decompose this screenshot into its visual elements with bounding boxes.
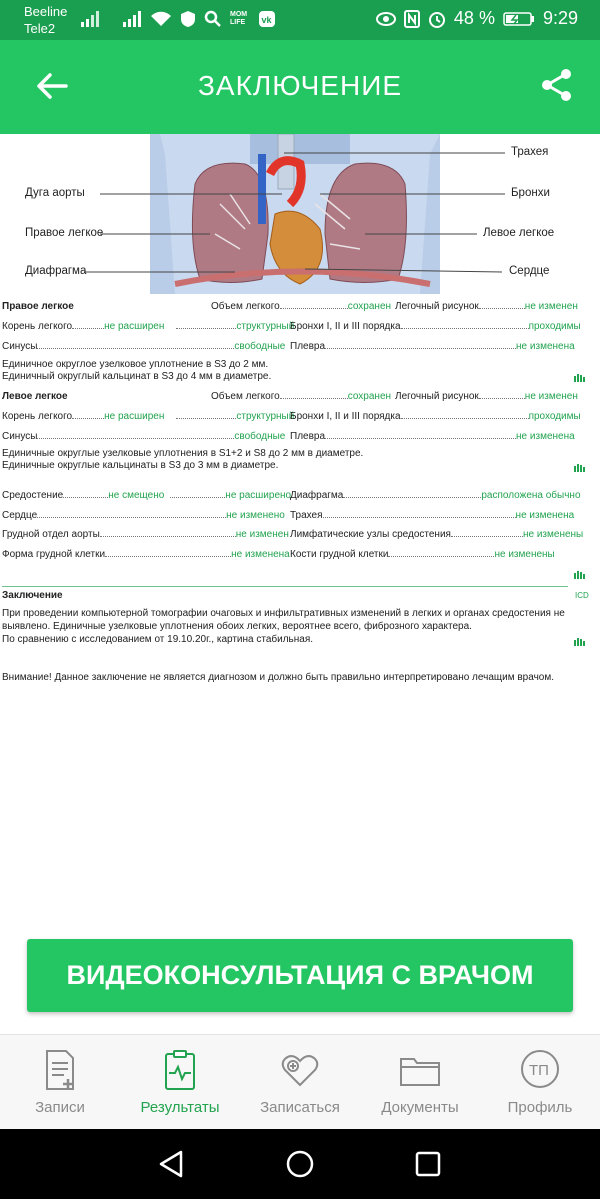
dotted-leader bbox=[72, 320, 104, 329]
lymph-label: Лимфатические узлы средостения bbox=[290, 529, 451, 540]
left-lung-sinus bbox=[2, 430, 285, 444]
nav-item-profile[interactable] bbox=[480, 1035, 600, 1130]
lymph-row bbox=[290, 528, 583, 542]
mediastinum-row bbox=[2, 489, 291, 503]
bar-chart-icon[interactable] bbox=[574, 464, 586, 472]
pleura-label: Плевра bbox=[290, 341, 326, 352]
dotted-leader bbox=[343, 489, 481, 498]
nav-item-records[interactable] bbox=[0, 1035, 120, 1130]
app-header bbox=[0, 40, 600, 134]
label-heart: Сердце bbox=[509, 265, 550, 277]
clock: 9:29 bbox=[542, 8, 578, 28]
conclusion-line-2: выявлено. Единичные узелковые уплотнения обоих легких, вероятнее всего, фиброзного характера. bbox=[2, 621, 472, 632]
dotted-leader bbox=[72, 410, 104, 419]
share-icon[interactable] bbox=[540, 68, 574, 102]
dotted-leader bbox=[451, 528, 523, 537]
dotted-leader bbox=[170, 489, 225, 498]
nav-label: Записаться bbox=[260, 1099, 340, 1116]
dotted-leader bbox=[37, 430, 234, 439]
dotted-leader bbox=[280, 300, 348, 309]
sinus-value: свободные bbox=[234, 431, 286, 442]
label-left-lung: Левое легкое bbox=[483, 227, 555, 239]
icd-link[interactable]: ICD bbox=[575, 591, 589, 600]
chest-shape-label: Форма грудной клетки bbox=[2, 549, 106, 560]
shield-icon bbox=[180, 10, 196, 28]
label-aortic-arch: Дуга аорты bbox=[25, 187, 85, 199]
left-lung-pleura bbox=[290, 430, 575, 444]
clipboard-pulse-icon bbox=[160, 1049, 200, 1091]
recents-square-icon[interactable] bbox=[414, 1150, 442, 1178]
search-icon bbox=[204, 10, 222, 28]
right-lung-note-1: Единичное округлое узелковое уплотнение в S3 до 2 мм. bbox=[2, 359, 269, 370]
root-value-2: структурный bbox=[236, 411, 295, 422]
dotted-leader bbox=[401, 320, 529, 329]
bar-chart-icon[interactable] bbox=[574, 571, 586, 579]
svg-text:vk: vk bbox=[261, 15, 272, 25]
bar-chart-icon[interactable] bbox=[574, 374, 586, 382]
chest-shape-value: не изменена bbox=[231, 549, 290, 560]
divider bbox=[2, 586, 568, 587]
dotted-leader bbox=[280, 390, 348, 399]
lymph-value: не изменены bbox=[522, 529, 584, 540]
dotted-leader bbox=[388, 548, 494, 557]
dotted-leader bbox=[479, 390, 525, 399]
volume-label: Объем легкого bbox=[211, 301, 280, 312]
svg-text:ТП: ТП bbox=[529, 1062, 549, 1079]
trachea-row bbox=[290, 509, 574, 523]
nav-item-book[interactable] bbox=[240, 1035, 360, 1130]
carrier-info bbox=[24, 3, 67, 37]
pleura-label: Плевра bbox=[290, 431, 326, 442]
mediastinum-value-1: не смещено bbox=[108, 490, 165, 501]
dotted-leader bbox=[105, 548, 231, 557]
home-circle-icon[interactable] bbox=[285, 1149, 315, 1179]
diaphragm-value: расположена обычно bbox=[481, 490, 581, 501]
sinus-label: Синусы bbox=[2, 341, 38, 352]
root-value-1: не расширен bbox=[104, 411, 165, 422]
dotted-leader bbox=[37, 509, 226, 518]
nav-label: Профиль bbox=[507, 1099, 573, 1116]
battery-icon bbox=[503, 11, 535, 27]
dotted-leader bbox=[401, 410, 529, 419]
dotted-leader bbox=[325, 340, 516, 349]
bronchi-value: проходимы bbox=[528, 411, 581, 422]
mediastinum-value-2: не расширено bbox=[225, 490, 292, 501]
right-lung-volume bbox=[211, 300, 391, 314]
heart-label: Сердце bbox=[2, 510, 38, 521]
aorta-value: не изменен bbox=[235, 529, 289, 540]
eye-icon bbox=[376, 12, 396, 26]
status-bar bbox=[0, 0, 600, 40]
conclusion-line-1: При проведении компьютерной томографии очаговых и инфильтративных изменений в легких и органах средостения не bbox=[2, 608, 565, 619]
chest-bones-value: не изменены bbox=[494, 549, 555, 560]
dotted-leader bbox=[63, 489, 108, 498]
volume-value: сохранен bbox=[347, 391, 392, 402]
left-lung-volume bbox=[211, 390, 391, 404]
right-lung-pleura bbox=[290, 340, 575, 354]
chest-bones-label: Кости грудной клетки bbox=[290, 549, 389, 560]
status-icons-right bbox=[376, 8, 578, 29]
left-lung-pattern bbox=[395, 390, 578, 404]
chest-shape-row bbox=[2, 548, 290, 562]
dotted-leader bbox=[323, 509, 516, 518]
trachea-value: не изменена bbox=[515, 510, 575, 521]
page-title: ЗАКЛЮЧЕНИЕ bbox=[198, 70, 402, 101]
chest-bones-row bbox=[290, 548, 555, 562]
right-lung-sinus bbox=[2, 340, 285, 354]
dotted-leader bbox=[37, 340, 234, 349]
volume-label: Объем легкого bbox=[211, 391, 280, 402]
folder-icon bbox=[400, 1049, 440, 1091]
right-lung-note-2: Единичный округлый кальцинат в S3 до 4 мм в диаметре. bbox=[2, 371, 272, 382]
dotted-leader bbox=[176, 320, 236, 329]
aorta-label: Грудной отдел аорты bbox=[2, 529, 100, 540]
root-value-2: структурный bbox=[236, 321, 295, 332]
pleura-value: не изменена bbox=[516, 431, 575, 442]
right-lung-title: Правое легкое bbox=[2, 301, 74, 312]
signal-icon-2 bbox=[122, 11, 142, 27]
carrier-1: Beeline bbox=[24, 4, 68, 19]
diaphragm-label: Диафрагма bbox=[290, 490, 344, 501]
nav-item-results[interactable] bbox=[120, 1035, 240, 1130]
pattern-label: Легочный рисунок bbox=[395, 301, 479, 312]
root-label: Корень легкого bbox=[2, 411, 73, 422]
nav-label: Результаты bbox=[140, 1099, 220, 1116]
lungs-illustration bbox=[0, 134, 600, 294]
nav-label: Документы bbox=[381, 1099, 459, 1116]
label-bronchi: Бронхи bbox=[511, 187, 550, 199]
label-trachea: Трахея bbox=[511, 146, 549, 158]
heart-plus-icon bbox=[280, 1049, 320, 1091]
conclusion-line-3: По сравнению с исследованием от 19.10.20г., картина стабильная. bbox=[2, 634, 314, 645]
back-triangle-icon[interactable] bbox=[157, 1149, 185, 1179]
signal-icon bbox=[80, 11, 100, 27]
left-lung-note-2: Единичные округлые кальцинаты в S3 до 3 мм в диаметре. bbox=[2, 460, 279, 471]
trachea-label: Трахея bbox=[290, 510, 323, 521]
document-icon bbox=[40, 1049, 80, 1091]
nav-item-documents[interactable] bbox=[360, 1035, 480, 1130]
vk-icon bbox=[258, 10, 276, 28]
pattern-value: не изменен bbox=[524, 391, 578, 402]
left-lung-title: Левое легкое bbox=[2, 391, 68, 402]
carrier-2: Tele2 bbox=[24, 21, 56, 36]
right-lung-pattern bbox=[395, 300, 578, 314]
nfc-icon bbox=[404, 10, 420, 28]
profile-circle-icon bbox=[520, 1049, 560, 1091]
alarm-icon bbox=[428, 10, 446, 28]
bronchi-label: Бронхи I, II и III порядка bbox=[290, 411, 401, 422]
bar-chart-icon[interactable] bbox=[574, 638, 586, 646]
wifi-icon bbox=[150, 11, 172, 27]
sinus-value: свободные bbox=[234, 341, 286, 352]
dotted-leader bbox=[176, 410, 236, 419]
pattern-value: не изменен bbox=[524, 301, 578, 312]
label-right-lung: Правое легкое bbox=[25, 227, 104, 239]
bronchi-label: Бронхи I, II и III порядка bbox=[290, 321, 401, 332]
root-value-1: не расширен bbox=[104, 321, 165, 332]
left-lung-root bbox=[2, 410, 294, 424]
left-lung-bronchi bbox=[290, 410, 581, 424]
dotted-leader bbox=[100, 528, 236, 537]
sinus-label: Синусы bbox=[2, 431, 38, 442]
dotted-leader bbox=[325, 430, 516, 439]
volume-value: сохранен bbox=[347, 301, 392, 312]
heart-value: не изменено bbox=[226, 510, 285, 521]
aorta-row bbox=[2, 528, 289, 542]
conclusion-title: Заключение bbox=[2, 590, 63, 601]
mediastinum-label: Средостение bbox=[2, 490, 64, 501]
bronchi-value: проходимы bbox=[528, 321, 581, 332]
label-diaphragm: Диафрагма bbox=[25, 265, 87, 277]
diaphragm-row bbox=[290, 489, 581, 503]
left-lung-note-1: Единичные округлые узелковые уплотнения в S1+2 и S8 до 2 мм в диаметре. bbox=[2, 448, 364, 459]
right-lung-root bbox=[2, 320, 294, 334]
mom-life-icon: MOM LIFE bbox=[230, 11, 248, 26]
bottom-navigation bbox=[0, 1034, 600, 1129]
root-label: Корень легкого bbox=[2, 321, 73, 332]
pleura-value: не изменена bbox=[516, 341, 575, 352]
heart-row bbox=[2, 509, 285, 523]
battery-percent: 48 % bbox=[453, 8, 495, 28]
right-lung-bronchi bbox=[290, 320, 581, 334]
status-icons-left bbox=[80, 10, 276, 28]
dotted-leader bbox=[479, 300, 525, 309]
warning-text: Внимание! Данное заключение не является диагнозом и должно быть правильно интерпретировано лечащим врачом. bbox=[2, 672, 554, 683]
pattern-label: Легочный рисунок bbox=[395, 391, 479, 402]
system-navigation bbox=[0, 1129, 600, 1199]
nav-label: Записи bbox=[35, 1099, 85, 1116]
video-consultation-button[interactable]: ВИДЕОКОНСУЛЬТАЦИЯ С ВРАЧОМ bbox=[27, 939, 573, 1012]
